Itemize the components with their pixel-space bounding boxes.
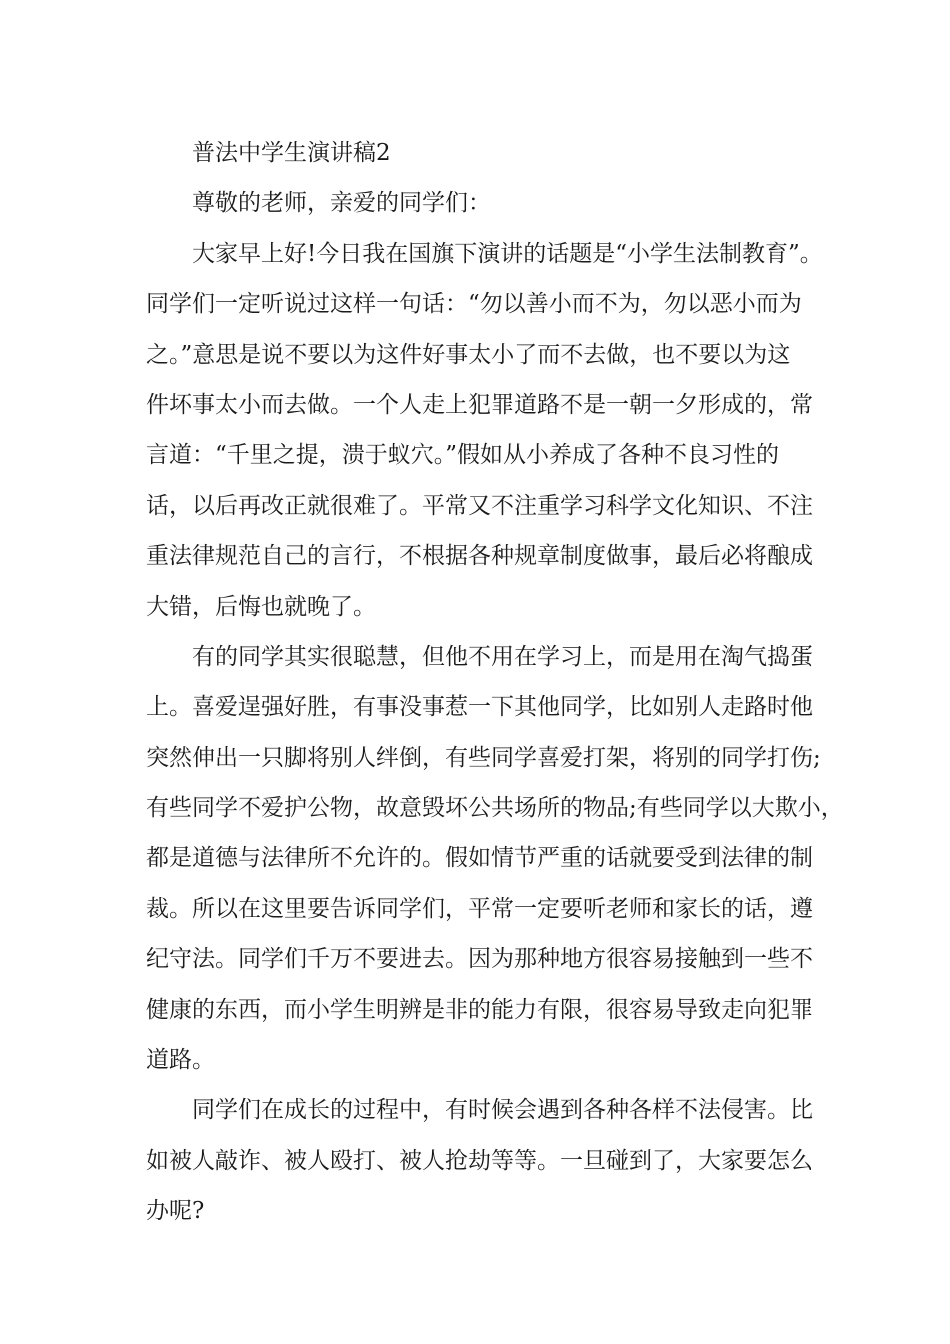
salutation: 尊敬的老师，亲爱的同学们： [192, 190, 491, 217]
document-body [146, 128, 844, 1237]
paragraph-3 [146, 1085, 816, 1236]
paragraph-line: 上。喜爱逞强好胜，有事没事惹一下其他同学，比如别人走路时他 [146, 694, 813, 721]
paragraph-line: 大家早上好!今日我在国旗下演讲的话题是“小学生法制教育”。 [192, 240, 823, 267]
paragraph-2 [146, 632, 844, 1086]
paragraph-line: 健康的东西，而小学生明辨是非的能力有限，很容易导致走向犯罪 [146, 996, 813, 1023]
paragraph-line: 之。”意思是说不要以为这件好事太小了而不去做，也不要以为这 [146, 341, 791, 368]
paragraph-line: 突然伸出一只脚将别人绊倒，有些同学喜爱打架，将别的同学打伤; [146, 744, 821, 771]
paragraph-line: 话，以后再改正就很难了。平常又不注重学习科学文化知识、不注 [146, 492, 813, 519]
paragraph-line: 同学们在成长的过程中，有时候会遇到各种各样不法侵害。比 [192, 1097, 813, 1124]
paragraph-1 [146, 229, 823, 632]
paragraph-line: 大错，后悔也就晚了。 [146, 593, 376, 620]
paragraph-line: 有的同学其实很聪慧，但他不用在学习上，而是用在淘气捣蛋 [192, 643, 813, 670]
paragraph-line: 言道：“千里之提，溃于蚁穴。”假如从小养成了各种不良习性的 [146, 442, 780, 469]
paragraph-line: 裁。所以在这里要告诉同学们，平常一定要听老师和家长的话，遵 [146, 895, 813, 922]
paragraph-line: 同学们一定听说过这样一句话：“勿以善小而不为，勿以恶小而为 [146, 291, 802, 318]
paragraph-line: 办呢? [146, 1198, 205, 1225]
paragraph-line: 如被人敲诈、被人殴打、被人抢劫等等。一旦碰到了，大家要怎么 [146, 1147, 813, 1174]
paragraph-line: 重法律规范自己的言行，不根据各种规章制度做事，最后必将酿成 [146, 543, 813, 570]
paragraph-line: 件坏事太小而去做。一个人走上犯罪道路不是一朝一夕形成的，常 [146, 391, 813, 418]
paragraph-line: 有些同学不爱护公物，故意毁坏公共场所的物品;有些同学以大欺小， [146, 795, 844, 822]
paragraph-line: 都是道德与法律所不允许的。假如情节严重的话就要受到法律的制 [146, 845, 813, 872]
paragraph-line: 道路。 [146, 1047, 215, 1074]
document-title: 普法中学生演讲稿2 [192, 140, 391, 166]
paragraph-line: 纪守法。同学们千万不要进去。因为那种地方很容易接触到一些不 [146, 946, 813, 973]
